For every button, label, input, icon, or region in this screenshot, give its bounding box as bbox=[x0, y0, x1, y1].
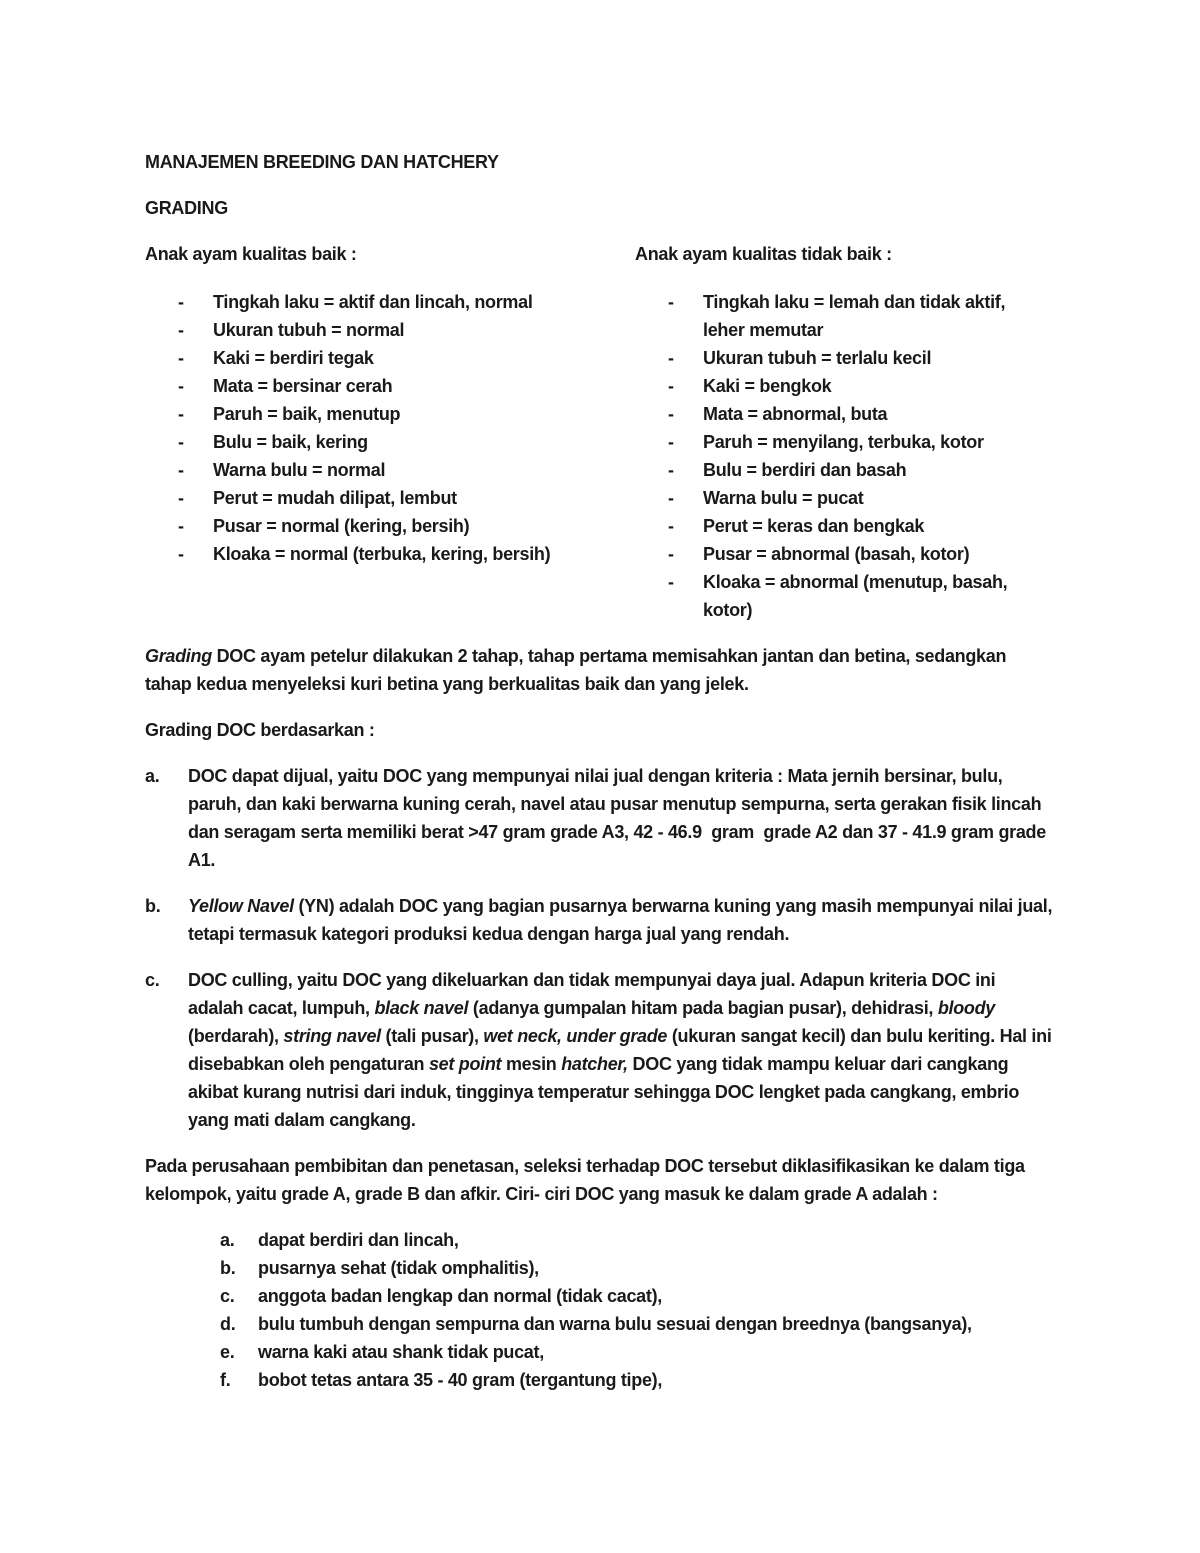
list-item bbox=[668, 428, 1055, 456]
dash-bullet: - bbox=[178, 404, 184, 424]
dash-bullet: - bbox=[668, 516, 674, 536]
item-text bbox=[188, 966, 1055, 1134]
bad-quality-column bbox=[635, 240, 1055, 624]
grade-a-item bbox=[220, 1226, 1055, 1254]
list-item-text: Mata = bersinar cerah bbox=[213, 376, 393, 396]
item-text: warna kaki atau shank tidak pucat, bbox=[258, 1342, 544, 1362]
item-label: b. bbox=[145, 896, 161, 916]
text-segment: DOC dapat dijual, yaitu DOC yang mempunyai nilai jual dengan kriteria : Mata jernih bersinar, bulu, paruh, dan kaki berwarna kuning cerah, navel atau pusar menutup sempurna, serta gerakan fisik lincah dan seragam serta memiliki berat >47 gram grade A3, 42 - 46.9 gram grade A2 dan 37 - 41.9 gram grade A1. bbox=[188, 766, 1051, 870]
grade-a-item bbox=[220, 1310, 1055, 1338]
list-item-text: Ukuran tubuh = terlalu kecil bbox=[703, 348, 932, 368]
paragraph-grading-intro bbox=[145, 642, 1055, 698]
list-item bbox=[178, 316, 635, 344]
list-item-text: Pusar = abnormal (basah, kotor) bbox=[703, 544, 970, 564]
item-text: pusarnya sehat (tidak omphalitis), bbox=[258, 1258, 539, 1278]
list-item bbox=[668, 288, 1055, 344]
good-quality-list bbox=[145, 288, 635, 568]
list-item-text: Paruh = menyilang, terbuka, kotor bbox=[703, 432, 984, 452]
list-item-text: Perut = keras dan bengkak bbox=[703, 516, 925, 536]
text-segment: DOC yang tidak mampu keluar dari cangkang akibat kurang nutrisi dari induk, tingginya temperatur sehingga DOC lengket pada cangkang, embrio yang mati dalam cangkang. bbox=[188, 1054, 1024, 1130]
list-item bbox=[178, 456, 635, 484]
text-segment: (tali pusar), bbox=[380, 1026, 484, 1046]
criteria-item-c bbox=[145, 966, 1055, 1134]
item-text bbox=[188, 762, 1055, 874]
dash-bullet: - bbox=[668, 432, 674, 452]
list-item-text: Kloaka = normal (terbuka, kering, bersih) bbox=[213, 544, 551, 564]
list-item-text: Ukuran tubuh = normal bbox=[213, 320, 405, 340]
list-item-text: Kaki = bengkok bbox=[703, 376, 832, 396]
list-item-text: Pusar = normal (kering, bersih) bbox=[213, 516, 470, 536]
dash-bullet: - bbox=[178, 544, 184, 564]
text-segment: DOC ayam petelur dilakukan 2 tahap, tahap pertama memisahkan jantan dan betina, sedangkan tahap kedua menyeleksi kuri betina yang berkualitas baik dan yang jelek. bbox=[145, 646, 1011, 694]
list-item-text: Tingkah laku = lemah dan tidak aktif, leher memutar bbox=[703, 292, 1010, 340]
list-item bbox=[668, 484, 1055, 512]
dash-bullet: - bbox=[178, 348, 184, 368]
dash-bullet: - bbox=[178, 488, 184, 508]
list-item bbox=[178, 344, 635, 372]
good-quality-column bbox=[145, 240, 635, 624]
item-label: a. bbox=[145, 766, 160, 786]
list-item bbox=[668, 400, 1055, 428]
list-item-text: Bulu = baik, kering bbox=[213, 432, 368, 452]
dash-bullet: - bbox=[668, 348, 674, 368]
text-segment: (YN) adalah DOC yang bagian pusarnya berwarna kuning yang masih mempunyai nilai jual, tetapi termasuk kategori produksi kedua dengan harga jual yang rendah. bbox=[188, 896, 1057, 944]
italic-text-segment: bloody bbox=[937, 998, 996, 1018]
list-item-text: Warna bulu = pucat bbox=[703, 488, 864, 508]
item-text: bulu tumbuh dengan sempurna dan warna bulu sesuai dengan breednya (bangsanya), bbox=[258, 1314, 972, 1334]
italic-text-segment: Grading bbox=[145, 646, 212, 666]
item-label: f. bbox=[220, 1370, 231, 1390]
dash-bullet: - bbox=[178, 320, 184, 340]
grade-a-item bbox=[220, 1338, 1055, 1366]
text-segment: DOC culling, yaitu DOC yang dikeluarkan dan tidak mempunyai daya jual. Adapun kriteria DOC ini adalah cacat, lumpuh, bbox=[188, 970, 1001, 1018]
list-item-text: Paruh = baik, menutup bbox=[213, 404, 401, 424]
list-item bbox=[668, 344, 1055, 372]
dash-bullet: - bbox=[668, 376, 674, 396]
italic-text-segment: black navel bbox=[374, 998, 469, 1018]
list-item bbox=[178, 400, 635, 428]
list-item-text: Warna bulu = normal bbox=[213, 460, 386, 480]
criteria-item-a bbox=[145, 762, 1055, 874]
item-text: anggota badan lengkap dan normal (tidak cacat), bbox=[258, 1286, 662, 1306]
list-item-text: Mata = abnormal, buta bbox=[703, 404, 888, 424]
list-item bbox=[178, 428, 635, 456]
list-item bbox=[178, 512, 635, 540]
dash-bullet: - bbox=[668, 404, 674, 424]
italic-text-segment: string navel bbox=[283, 1026, 381, 1046]
item-label: d. bbox=[220, 1314, 236, 1334]
dash-bullet: - bbox=[178, 376, 184, 396]
dash-bullet: - bbox=[668, 292, 674, 312]
list-item bbox=[668, 568, 1055, 624]
text-segment: mesin bbox=[501, 1054, 562, 1074]
list-item bbox=[668, 540, 1055, 568]
section-heading: GRADING bbox=[145, 198, 228, 218]
item-text bbox=[188, 892, 1055, 948]
list-item-text: Bulu = berdiri dan basah bbox=[703, 460, 907, 480]
italic-text-segment: Yellow Navel bbox=[188, 896, 294, 916]
paragraph-classification: Pada perusahaan pembibitan dan penetasan, seleksi terhadap DOC tersebut diklasifikasikan ke dalam tiga kelompok, yaitu grade A, grade B dan afkir. Ciri- ciri DOC yang masuk ke dalam grade A adalah : bbox=[145, 1156, 1030, 1204]
item-label: a. bbox=[220, 1230, 235, 1250]
grading-criteria-list bbox=[145, 762, 1055, 1134]
item-label: c. bbox=[220, 1286, 235, 1306]
list-item bbox=[668, 512, 1055, 540]
dash-bullet: - bbox=[668, 488, 674, 508]
list-item-text: Kloaka = abnormal (menutup, basah, kotor) bbox=[703, 572, 1013, 620]
grade-a-item bbox=[220, 1366, 1055, 1394]
list-item bbox=[178, 540, 635, 568]
dash-bullet: - bbox=[178, 292, 184, 312]
paragraph-grading-basis: Grading DOC berdasarkan : bbox=[145, 720, 375, 740]
list-item bbox=[178, 372, 635, 400]
text-segment: (adanya gumpalan hitam pada bagian pusar), dehidrasi, bbox=[468, 998, 938, 1018]
dash-bullet: - bbox=[178, 432, 184, 452]
bad-quality-list bbox=[635, 288, 1055, 624]
italic-text-segment: set point bbox=[428, 1054, 502, 1074]
list-item bbox=[178, 484, 635, 512]
quality-comparison bbox=[145, 240, 1055, 624]
italic-text-segment: hatcher, bbox=[561, 1054, 628, 1074]
item-label: c. bbox=[145, 970, 160, 990]
good-quality-heading: Anak ayam kualitas baik : bbox=[145, 244, 357, 264]
list-item-text: Tingkah laku = aktif dan lincah, normal bbox=[213, 292, 533, 312]
list-item bbox=[668, 456, 1055, 484]
item-text: bobot tetas antara 35 - 40 gram (tergantung tipe), bbox=[258, 1370, 663, 1390]
criteria-item-b bbox=[145, 892, 1055, 948]
item-label: b. bbox=[220, 1258, 236, 1278]
list-item-text: Kaki = berdiri tegak bbox=[213, 348, 374, 368]
grade-a-criteria-list bbox=[145, 1226, 1055, 1394]
grade-a-item bbox=[220, 1254, 1055, 1282]
text-segment: (berdarah), bbox=[188, 998, 1000, 1046]
list-item bbox=[668, 372, 1055, 400]
text-segment: (ukuran sangat kecil) dan bulu keriting. Hal ini disebabkan oleh pengaturan bbox=[188, 1026, 1057, 1074]
dash-bullet: - bbox=[178, 516, 184, 536]
dash-bullet: - bbox=[668, 460, 674, 480]
list-item-text: Perut = mudah dilipat, lembut bbox=[213, 488, 457, 508]
item-text: dapat berdiri dan lincah, bbox=[258, 1230, 459, 1250]
grade-a-item bbox=[220, 1282, 1055, 1310]
item-label: e. bbox=[220, 1342, 235, 1362]
italic-text-segment: wet neck, under grade bbox=[483, 1026, 668, 1046]
dash-bullet: - bbox=[668, 572, 674, 592]
dash-bullet: - bbox=[668, 544, 674, 564]
list-item bbox=[178, 288, 635, 316]
dash-bullet: - bbox=[178, 460, 184, 480]
document-title: MANAJEMEN BREEDING DAN HATCHERY bbox=[145, 152, 499, 172]
bad-quality-heading: Anak ayam kualitas tidak baik : bbox=[635, 244, 892, 264]
